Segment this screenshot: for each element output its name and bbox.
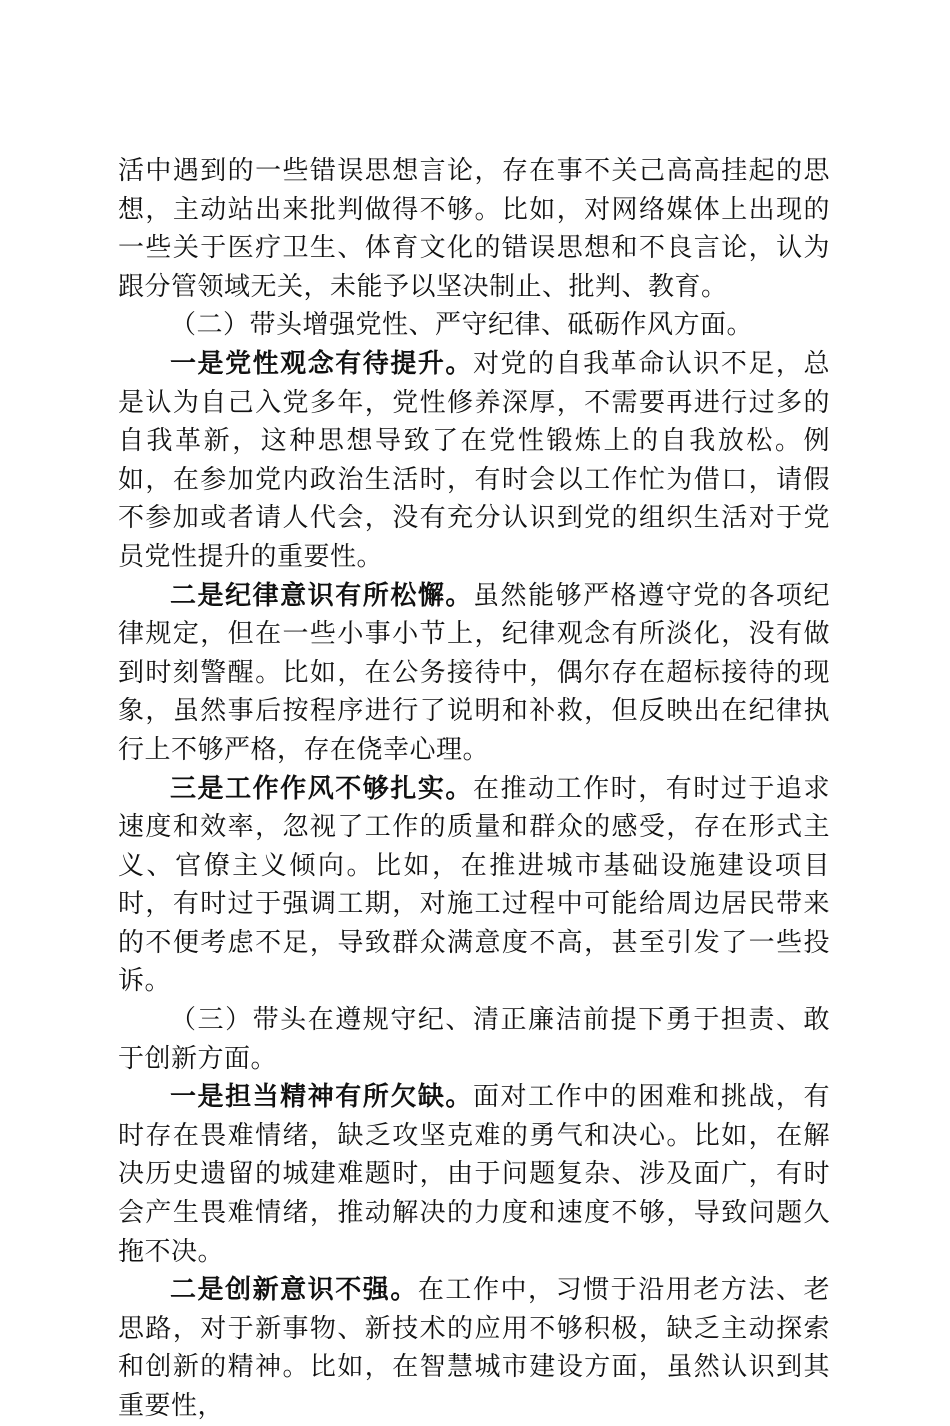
paragraph-innovation — [118, 1271, 830, 1425]
section-heading-2 — [118, 306, 830, 345]
paragraph-lead: 二是纪律意识有所松懈。 — [170, 580, 473, 611]
heading-text: （三）带头在遵规守纪、清正廉洁前提下勇于担责、敢于创新方面。 — [118, 1005, 830, 1074]
paragraph-text: 在推动工作时，有时过于追求速度和效率，忽视了工作的质量和群众的感受，存在形式主义、官僚主义倾向。比如，在推进城市基础设施建设项目时，有时过于强调工期，对施工过程中可能给周边居民带来的不便考虑不足，导致群众满意度不高，甚至引发了一些投诉。 — [118, 773, 830, 997]
paragraph-party-spirit — [118, 345, 830, 577]
paragraph-continuation — [118, 152, 830, 306]
document-page — [118, 152, 830, 1426]
paragraph-lead: 一是担当精神有所欠缺。 — [170, 1082, 473, 1113]
paragraph-lead: 三是工作作风不够扎实。 — [170, 773, 473, 804]
heading-text: （二）带头增强党性、严守纪律、砥砺作风方面。 — [170, 310, 754, 341]
paragraph-work-style — [118, 770, 830, 1002]
paragraph-responsibility — [118, 1078, 830, 1271]
paragraph-text: 活中遇到的一些错误思想言论，存在事不关己高高挂起的思想，主动站出来批判做得不够。比如，对网络媒体上出现的一些关于医疗卫生、体育文化的错误思想和不良言论，认为跟分管领域无关，未能予以坚决制止、批判、教育。 — [118, 156, 830, 302]
paragraph-lead: 一是党性观念有待提升。 — [170, 348, 473, 379]
section-heading-3 — [118, 1001, 830, 1078]
paragraph-text: 面对工作中的困难和挑战，有时存在畏难情绪，缺乏攻坚克难的勇气和决心。比如，在解决历史遗留的城建难题时，由于问题复杂、涉及面广，有时会产生畏难情绪，推动解决的力度和速度不够，导致问题久拖不决。 — [118, 1082, 830, 1267]
paragraph-lead: 二是创新意识不强。 — [170, 1275, 418, 1306]
paragraph-text: 虽然能够严格遵守党的各项纪律规定，但在一些小事小节上，纪律观念有所淡化，没有做到时刻警醒。比如，在公务接待中，偶尔存在超标接待的现象，虽然事后按程序进行了说明和补救，但反映出在纪律执行上不够严格，存在侥幸心理。 — [118, 580, 830, 765]
paragraph-discipline — [118, 577, 830, 770]
paragraph-text: 对党的自我革命认识不足，总是认为自己入党多年，党性修养深厚，不需要再进行过多的自我革新，这种思想导致了在党性锻炼上的自我放松。例如，在参加党内政治生活时，有时会以工作忙为借口，请假不参加或者请人代会，没有充分认识到党的组织生活对于党员党性提升的重要性。 — [118, 348, 830, 572]
paragraph-text: 在工作中，习惯于沿用老方法、老思路，对于新事物、新技术的应用不够积极，缺乏主动探索和创新的精神。比如，在智慧城市建设方面，虽然认识到其重要性， — [118, 1275, 830, 1421]
